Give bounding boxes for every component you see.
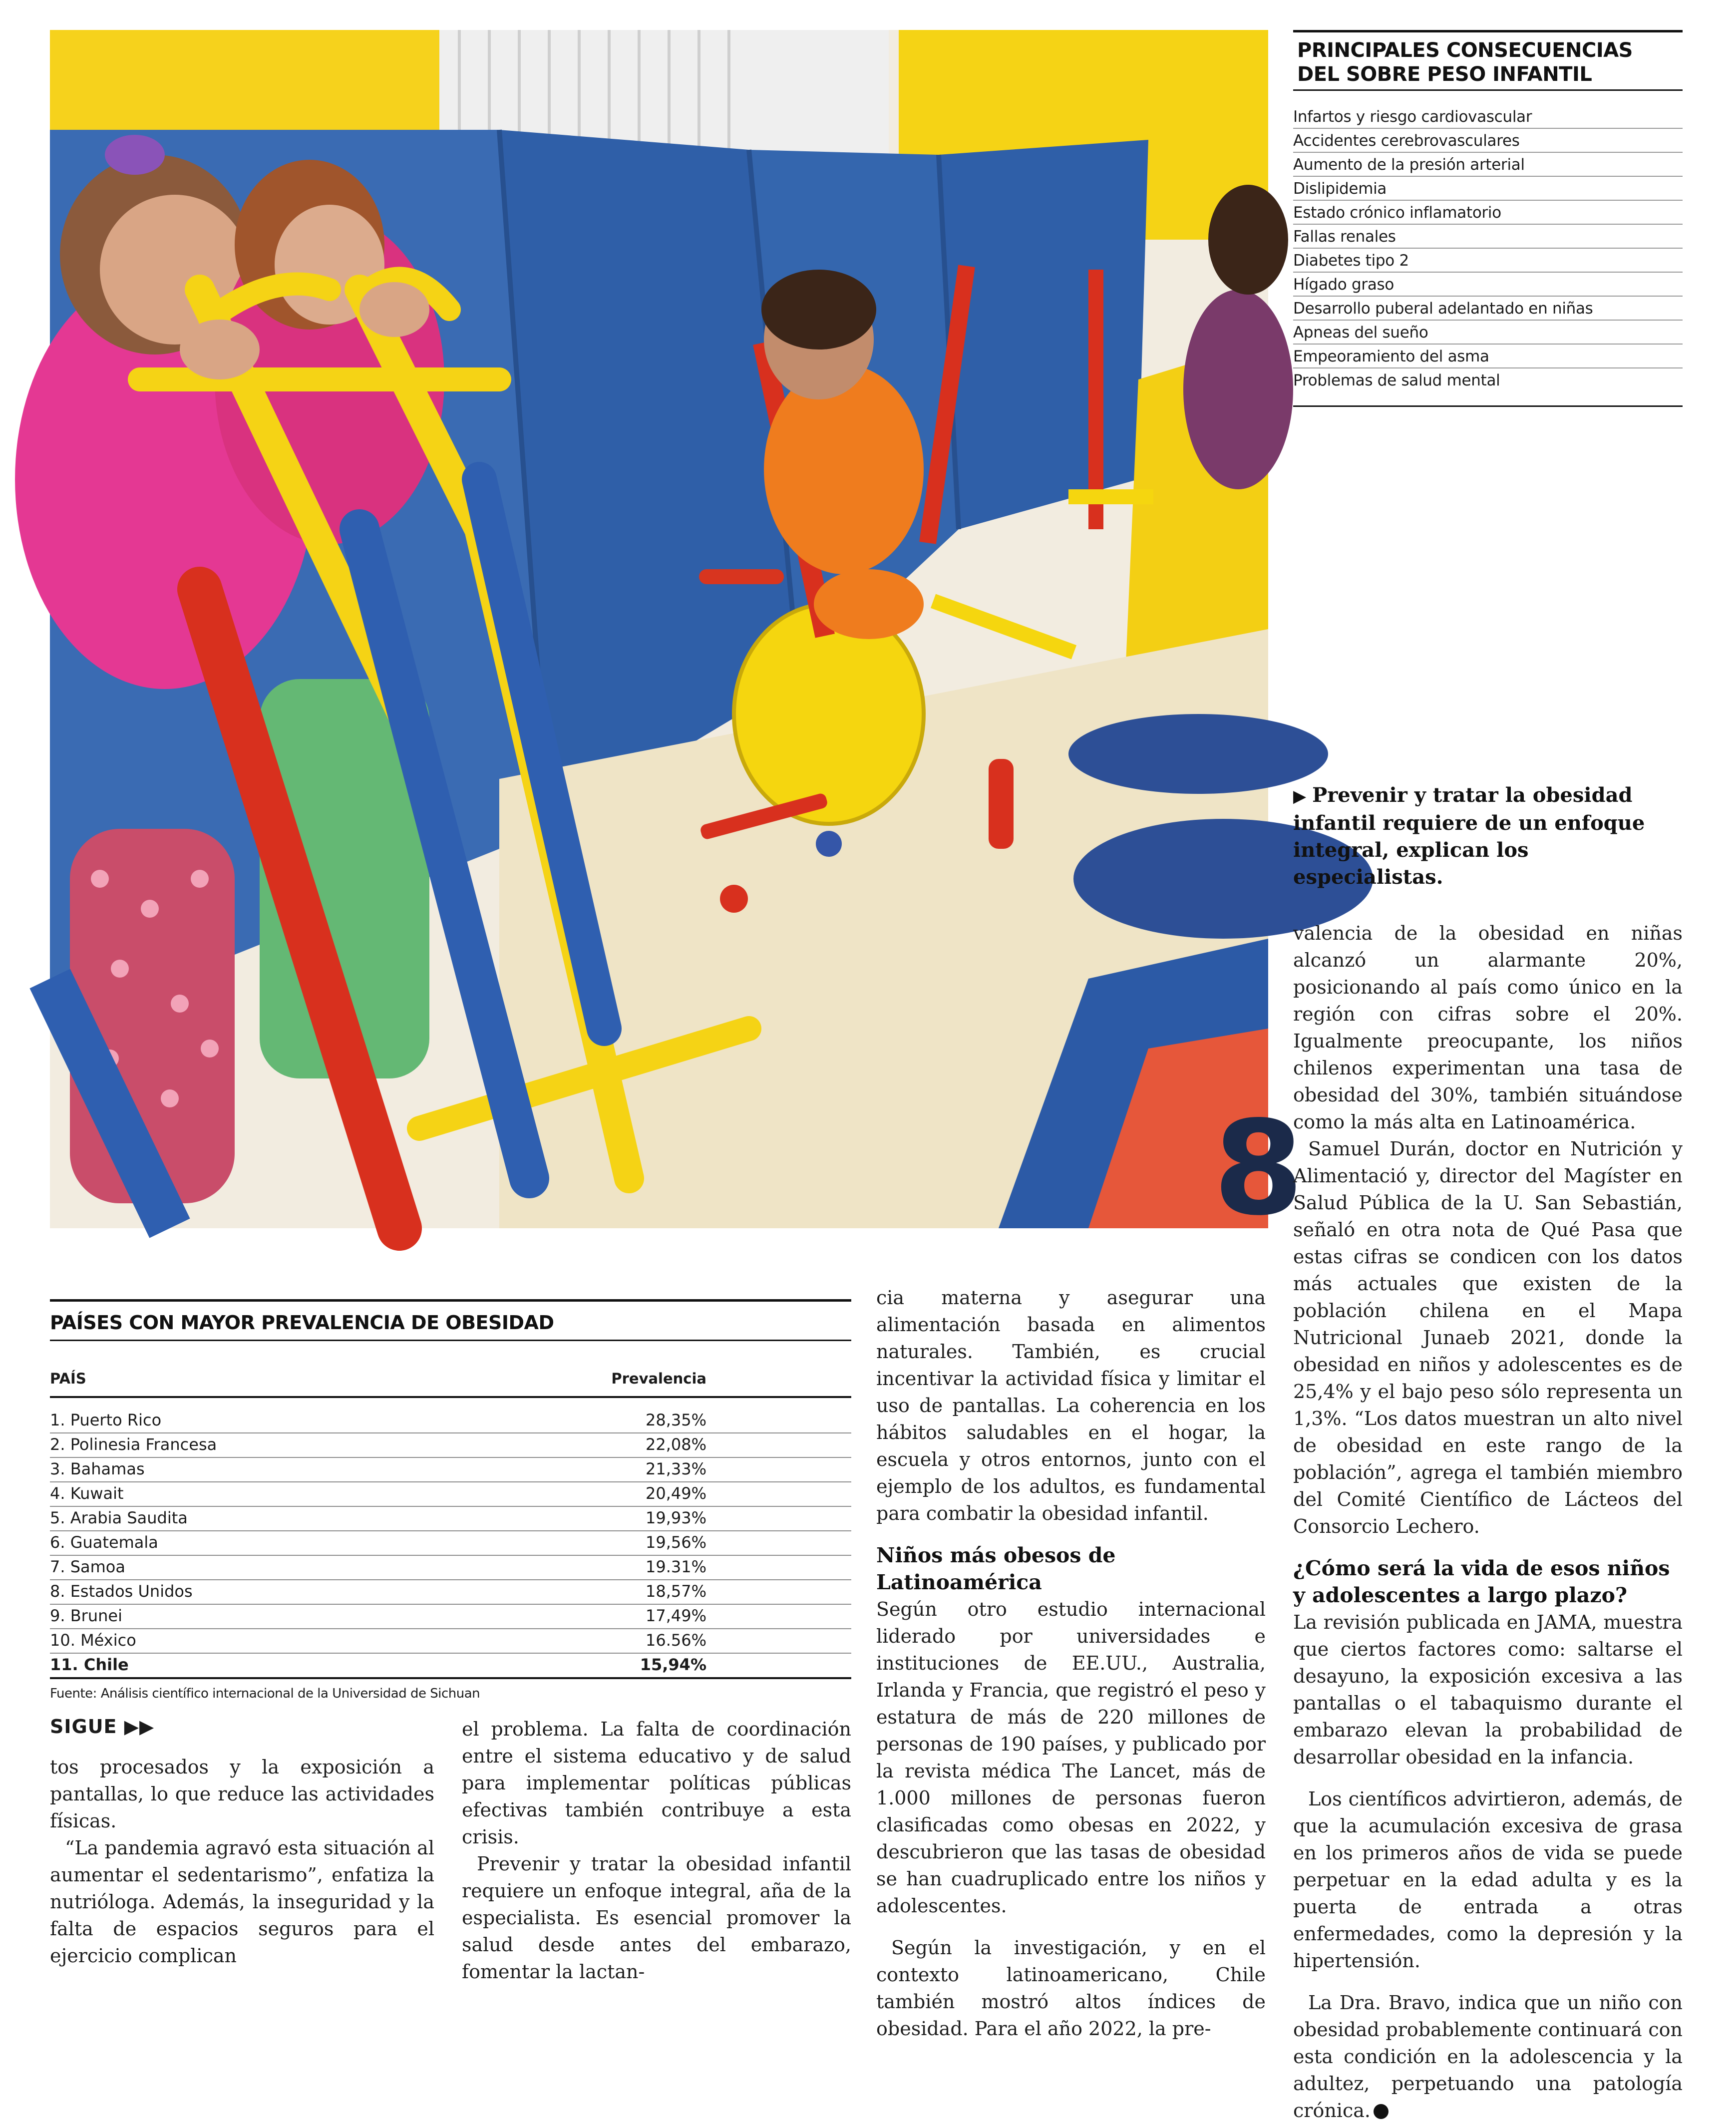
prevalence-value: 18,57% <box>645 1582 706 1601</box>
paragraph <box>1293 1989 1683 2124</box>
country-name: 11. Chile <box>50 1655 129 1674</box>
prevalence-value: 19.31% <box>645 1557 706 1576</box>
prevalence-table <box>50 1299 851 1701</box>
section-subhead: ¿Cómo será la vida de esos niños y adolescentes a largo plazo? <box>1293 1556 1670 1607</box>
paragraph: Samuel Durán, doctor en Nutrición y Alimentació y, director del Magíster en Salud Pública de la U. San Sebastián, señaló en otra nota de Qué Pasa que estas cifras se condicen con los datos más actuales que existen de la población chilena en el Mapa Nutricional Junaeb 2021, donde la obesidad en niños y adolescentes es de 25,4% y el bajo peso sólo representa un 1,3%. “Los datos muestran un alto nivel de obesidad en este rango de la población”, agrega el también miembro del Comité Científico de Lácteos del Consorcio Lechero. <box>1293 1138 1683 1537</box>
paragraph: el problema. La falta de coordinación entre el sistema educativo y de salud para implementar políticas públicas efectivas también contribuye a esta crisis. <box>462 1718 851 1848</box>
article-column-4 <box>1293 782 1683 2124</box>
table-row <box>50 1482 851 1507</box>
prevalence-value: 28,35% <box>645 1411 706 1429</box>
country-name: 3. Bahamas <box>50 1459 145 1478</box>
paragraph: Según la investigación, y en el contexto latinoamericano, Chile también mostró altos índices de obesidad. Para el año 2022, la pre- <box>876 1937 1266 2040</box>
prevalence-value: 20,49% <box>645 1484 706 1503</box>
table-row <box>50 1605 851 1629</box>
list-item: Dislipidemia <box>1293 177 1683 201</box>
paragraph: Los científicos advirtieron, además, de que la acumulación excesiva de grasa en los primeros años de vida se puede perpetuar en la edad adulta y es la puerta de entrada a otras enfermedades, como la depresión y la hipertensión. <box>1293 1788 1683 1972</box>
header-country: PAÍS <box>50 1370 86 1387</box>
table-source: Fuente: Análisis científico internacional de la Universidad de Sichuan <box>50 1686 480 1701</box>
prevalence-value: 19,93% <box>645 1508 706 1527</box>
table-body <box>50 1409 851 1679</box>
consequences-list <box>1293 105 1683 407</box>
paragraph: Según otro estudio internacional liderado por universidades e instituciones de EE.UU., Australia, Irlanda y Francia, que registró el peso y estatura de más de 220 millones de personas de 190 países, y publicado por la revista médica The Lancet, más de 1.000 millones de personas fueron clasificadas como obesas en 2022, y descubrieron que las tasas de obesidad se han cuadruplicado entre los niños y adolescentes. <box>876 1598 1266 1917</box>
svg-text:8: 8 <box>1213 1093 1304 1244</box>
table-row <box>50 1531 851 1556</box>
pull-quote <box>1293 782 1683 891</box>
prevalence-value: 19,56% <box>645 1533 706 1552</box>
list-item: Estado crónico inflamatorio <box>1293 201 1683 225</box>
country-name: 4. Kuwait <box>50 1484 124 1503</box>
list-item: Empeoramiento del asma <box>1293 345 1683 368</box>
list-item: Hígado graso <box>1293 273 1683 297</box>
prevalence-value: 22,08% <box>645 1435 706 1454</box>
country-name: 7. Samoa <box>50 1557 125 1576</box>
paragraph: “La pandemia agravó esta situación al aumentar el sedentarismo”, enfatiza la nutrióloga. Además, la inseguridad y la falta de espacios seguros para el ejercicio complican <box>50 1837 434 1967</box>
country-name: 6. Guatemala <box>50 1533 158 1552</box>
section-subhead: Niños más obesos de Latinoamérica <box>876 1543 1116 1594</box>
photo-illustration <box>50 30 1304 1244</box>
article-column-1 <box>50 1754 434 1969</box>
consequences-box <box>1293 30 1683 407</box>
paragraph: Prevenir y tratar la obesidad infantil requiere un enfoque integral, aña de la especialista. Es esencial promover la salud desde antes del embarazo, fomentar la lactan- <box>462 1853 851 1983</box>
consequences-title: PRINCIPALES CONSECUENCIAS DEL SOBRE PESO INFANTIL <box>1293 30 1683 91</box>
paragraph: valencia de la obesidad en niñas alcanzó un alarmante 20%, posicionando al país como único en la región con cifras sobre el 20%. Igualmente preocupante, los niños chilenos experimentan una tasa de obesidad del 30%, también situándose como la más alta en Latinoamérica. <box>1293 922 1683 1133</box>
table-row <box>50 1629 851 1654</box>
table-row <box>50 1556 851 1580</box>
country-name: 8. Estados Unidos <box>50 1582 193 1601</box>
list-item: Desarrollo puberal adelantado en niñas <box>1293 297 1683 321</box>
list-item: Diabetes tipo 2 <box>1293 249 1683 273</box>
list-item: Accidentes cerebrovasculares <box>1293 129 1683 153</box>
table-row <box>50 1409 851 1433</box>
list-item: Infartos y riesgo cardiovascular <box>1293 105 1683 129</box>
table-row <box>50 1433 851 1458</box>
table-row <box>50 1507 851 1531</box>
article-column-3 <box>876 1284 1266 2042</box>
header-prevalence: Prevalencia <box>611 1370 706 1387</box>
article-photo <box>50 30 1304 1244</box>
prevalence-value: 21,33% <box>645 1459 706 1478</box>
list-item: Fallas renales <box>1293 225 1683 249</box>
country-name: 10. México <box>50 1631 136 1650</box>
table-row-highlight <box>50 1654 851 1679</box>
paragraph: La revisión publicada en JAMA, muestra que ciertos factores como: saltarse el desayuno, la exposición excesiva a las pantallas o el tabaquismo durante el embarazo elevan la probabilidad de desarrollar obesidad en la infancia. <box>1293 1611 1683 1768</box>
prevalence-value: 16.56% <box>645 1631 706 1650</box>
country-name: 5. Arabia Saudita <box>50 1508 188 1527</box>
paragraph: tos procesados y la exposición a pantallas, lo que reduce las actividades físicas. <box>50 1756 434 1832</box>
country-name: 9. Brunei <box>50 1606 122 1625</box>
paragraph: cia materna y asegurar una alimentación basada en alimentos naturales. También, es crucial incentivar la actividad física y limitar el uso de pantallas. La coherencia en los hábitos saludables en el hogar, la escuela y otros entornos, junto con el ejemplo de los adultos, es fundamental para combatir la obesidad infantil. <box>876 1287 1266 1524</box>
pull-quote-text: Prevenir y tratar la obesidad infantil requiere de un enfoque integral, explican los especialistas. <box>1293 783 1645 889</box>
list-item: Aumento de la presión arterial <box>1293 153 1683 177</box>
prevalence-value: 17,49% <box>645 1606 706 1625</box>
table-row <box>50 1580 851 1605</box>
article-column-2 <box>462 1716 851 1985</box>
triangle-bullet-icon: ▶ <box>1293 786 1307 806</box>
list-item: Problemas de salud mental <box>1293 371 1500 389</box>
table-row <box>50 1458 851 1482</box>
prevalence-value: 15,94% <box>640 1655 706 1674</box>
end-mark-icon <box>1374 2104 1389 2119</box>
paragraph-text: La Dra. Bravo, indica que un niño con obesidad probablemente continuará con esta condición en la adolescencia y la adultez, perpetuando una patología crónica. <box>1293 1992 1683 2122</box>
continue-marker: SIGUE ▶▶ <box>50 1716 155 1738</box>
list-item: Apneas del sueño <box>1293 321 1683 345</box>
country-name: 1. Puerto Rico <box>50 1411 162 1429</box>
prevalence-title: PAÍSES CON MAYOR PREVALENCIA DE OBESIDAD <box>50 1299 851 1341</box>
table-header <box>50 1370 851 1398</box>
country-name: 2. Polinesia Francesa <box>50 1435 217 1454</box>
